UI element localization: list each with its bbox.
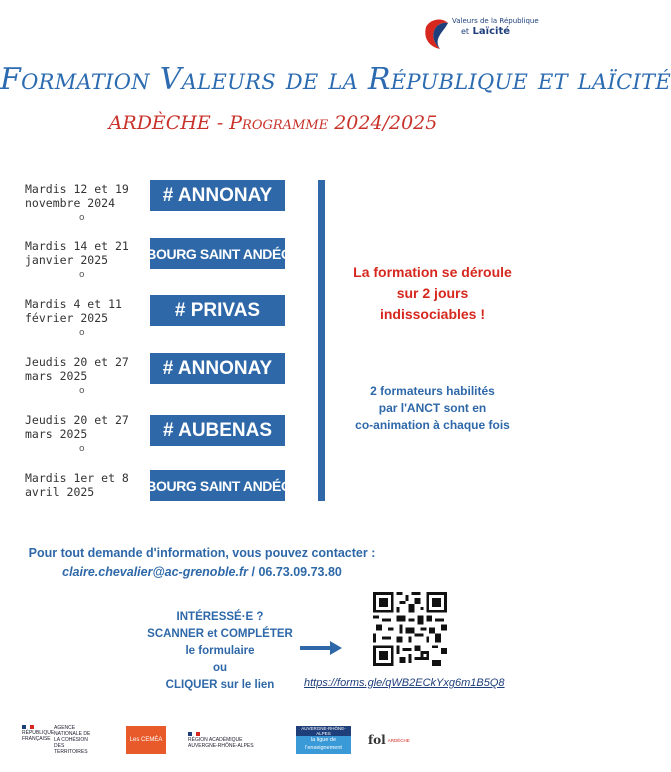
contact-intro: Pour tout demande d'information, vous pouvez contacter : (28, 546, 376, 560)
location-box: # ANNONAY (150, 180, 285, 211)
arrow-right-icon (300, 641, 342, 655)
contact-details: claire.chevalier@ac-grenoble.fr / 06.73.09.73.80 (62, 565, 342, 579)
contact-phone: 06.73.09.73.80 (258, 565, 342, 579)
contact-email[interactable]: claire.chevalier@ac-grenoble.fr (62, 565, 249, 579)
call-to-action: INTÉRESSÉ·E ? SCANNER et COMPLÉTER le formulaire ou CLIQUER sur le lien (147, 611, 293, 691)
duration-notice: La formation se déroule sur 2 jours indissociables ! (353, 264, 512, 322)
logo-fol-ardeche: fol ARDÈCHE (368, 733, 410, 747)
trainers-notice: 2 formateurs habilités par l'ANCT sont en co-animation à chaque fois (355, 384, 510, 432)
page-subtitle: ARDÈCHE - Programme 2024/2025 (108, 112, 438, 134)
session-date: Mardis 14 et 21 janvier 2025 (25, 239, 129, 267)
location-box: # AUBENAS (150, 415, 285, 446)
bullet-dot: o (79, 444, 85, 454)
session-date: Mardis 12 et 19 novembre 2024 (25, 182, 129, 210)
location-box: # BOURG SAINT ANDÉOL (150, 238, 285, 269)
logo-ligue-enseignement: AUVERGNE-RHÔNE-ALPES la ligue de l'enseignement (296, 726, 351, 754)
session-date: Jeudis 20 et 27 mars 2025 (25, 355, 129, 383)
bullet-dot: o (79, 270, 85, 280)
bullet-dot: o (79, 328, 85, 338)
session-date: Jeudis 20 et 27 mars 2025 (25, 413, 129, 441)
logo-anct: RÉPUBLIQUE FRANÇAISE AGENCE NATIONALE DE LA COHÉSION DES TERRITOIRES (22, 725, 91, 755)
bullet-dot: o (79, 213, 85, 223)
location-box: # BOURG SAINT ANDÉOL (150, 470, 285, 501)
session-date: Mardis 4 et 11 février 2025 (25, 297, 122, 325)
location-box: # PRIVAS (150, 295, 285, 326)
qr-code-icon[interactable] (373, 592, 447, 666)
bullet-dot: o (79, 386, 85, 396)
logo-region-academique: RÉGION ACADÉMIQUE AUVERGNE-RHÔNE-ALPES (188, 726, 258, 754)
form-link[interactable]: https://forms.gle/qWB2ECkYxg6m1B5Q8 (304, 677, 505, 689)
session-date: Mardis 1er et 8 avril 2025 (25, 471, 129, 499)
marianne-logo-icon (420, 17, 454, 51)
location-box: # ANNONAY (150, 353, 285, 384)
page-title: Formation Valeurs de la République et laïcité (0, 62, 671, 97)
logo-text-laicite: et Laïcité (461, 26, 511, 37)
logo-cemea: Les CEMÉA (126, 726, 166, 754)
logo-text: Valeurs de la République (452, 17, 539, 25)
divider-bar (318, 180, 325, 501)
